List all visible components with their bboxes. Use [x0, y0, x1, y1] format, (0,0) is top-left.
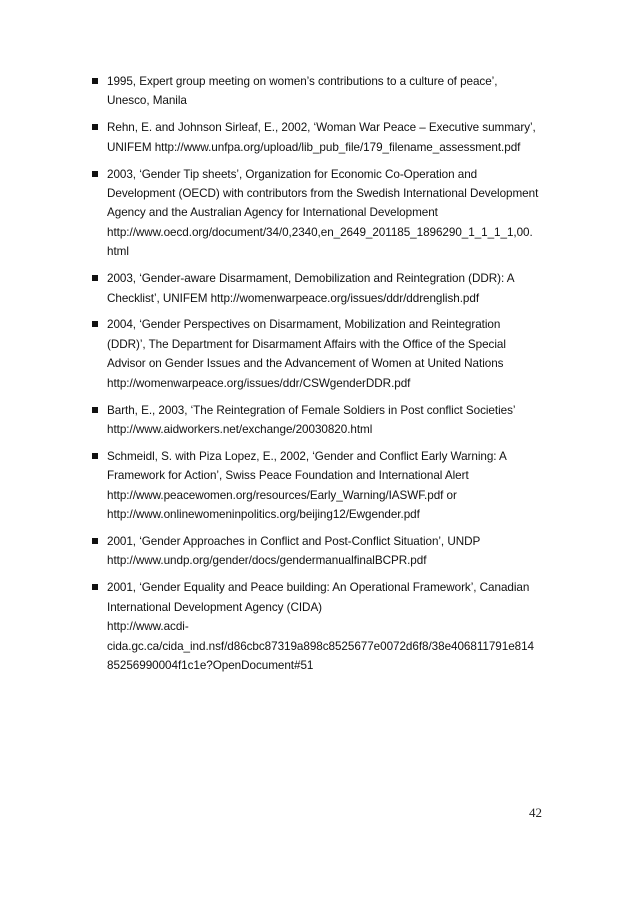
reference-item — [91, 578, 561, 675]
square-bullet-icon — [92, 453, 98, 459]
reference-item — [91, 447, 561, 525]
reference-item — [91, 118, 561, 157]
reference-text-line: http://www.acdi- — [107, 620, 189, 634]
square-bullet-icon — [92, 584, 98, 590]
reference-text-line: 1995, Expert group meeting on women’s contributions to a culture of peace’, — [107, 75, 498, 88]
reference-list — [91, 72, 561, 683]
reference-text-line: html — [107, 245, 129, 259]
reference-text-line: 2001, ‘Gender Approaches in Conflict and Post-Conflict Situation’, UNDP — [107, 535, 481, 549]
square-bullet-icon — [92, 321, 98, 327]
reference-text-line: http://www.aidworkers.net/exchange/20030820.html — [107, 423, 373, 436]
reference-text-line: http://www.peacewomen.org/resources/Early_Warning/IASWF.pdf or — [107, 488, 457, 502]
reference-text-line: http://womenwarpeace.org/issues/ddr/CSWgenderDDR.pdf — [107, 376, 411, 390]
reference-text-line: (DDR)’, The Department for Disarmament Affairs with the Office of the Special — [107, 337, 506, 351]
reference-text-line: Schmeidl, S. with Piza Lopez, E., 2002, ‘Gender and Conflict Early Warning: A — [107, 449, 507, 463]
square-bullet-icon — [92, 275, 98, 281]
reference-text-line: 85256990004f1c1e?OpenDocument#51 — [107, 658, 314, 672]
reference-text-line: http://www.undp.org/gender/docs/gendermanualfinalBCPR.pdf — [107, 554, 427, 568]
reference-text-line: 2003, ‘Gender-aware Disarmament, Demobilization and Reintegration (DDR): A — [107, 272, 515, 286]
reference-text-line: Framework for Action’, Swiss Peace Foundation and International Alert — [107, 469, 469, 483]
reference-text-line: 2004, ‘Gender Perspectives on Disarmament, Mobilization and Reintegration — [107, 318, 501, 332]
reference-item — [91, 269, 561, 308]
reference-text-line: Checklist’, UNIFEM http://womenwarpeace.org/issues/ddr/ddrenglish.pdf — [107, 291, 480, 305]
reference-item — [91, 315, 561, 393]
square-bullet-icon — [92, 171, 98, 177]
reference-item — [91, 401, 561, 440]
page-number: 42 — [529, 805, 542, 820]
reference-text-line: International Development Agency (CIDA) — [107, 600, 323, 614]
square-bullet-icon — [92, 78, 98, 84]
reference-text-line: Barth, E., 2003, ‘The Reintegration of Female Soldiers in Post conflict Societies’ — [107, 403, 516, 417]
reference-text-line: 2001, ‘Gender Equality and Peace building: An Operational Framework’, Canadian — [107, 581, 530, 595]
square-bullet-icon — [92, 124, 98, 130]
reference-text-line: http://www.onlinewomeninpolitics.org/beijing12/Ewgender.pdf — [107, 508, 420, 522]
reference-text-line: Unesco, Manila — [107, 94, 187, 108]
reference-item — [91, 532, 561, 571]
reference-text-line: cida.gc.ca/cida_ind.nsf/d86cbc87319a898c8525677e0072d6f8/38e406811791e814 — [107, 639, 535, 653]
reference-text-line: Agency and the Australian Agency for International Development — [107, 206, 438, 220]
square-bullet-icon — [92, 538, 98, 544]
reference-text-line: Rehn, E. and Johnson Sirleaf, E., 2002, ‘Woman War Peace – Executive summary’, — [107, 121, 536, 135]
square-bullet-icon — [92, 407, 98, 413]
reference-text-line: Advisor on Gender Issues and the Advancement of Women at United Nations — [107, 357, 504, 371]
reference-item — [91, 72, 561, 111]
reference-text-line: UNIFEM http://www.unfpa.org/upload/lib_pub_file/179_filename_assessment.pdf — [107, 140, 521, 154]
reference-text-line: 2003, ‘Gender Tip sheets’, Organization for Economic Co-Operation and — [107, 167, 478, 181]
reference-text-line: Development (OECD) with contributors from the Swedish International Development — [107, 187, 539, 201]
reference-text-line: http://www.oecd.org/document/34/0,2340,en_2649_201185_1896290_1_1_1_1,00. — [107, 225, 533, 239]
reference-item — [91, 165, 561, 262]
